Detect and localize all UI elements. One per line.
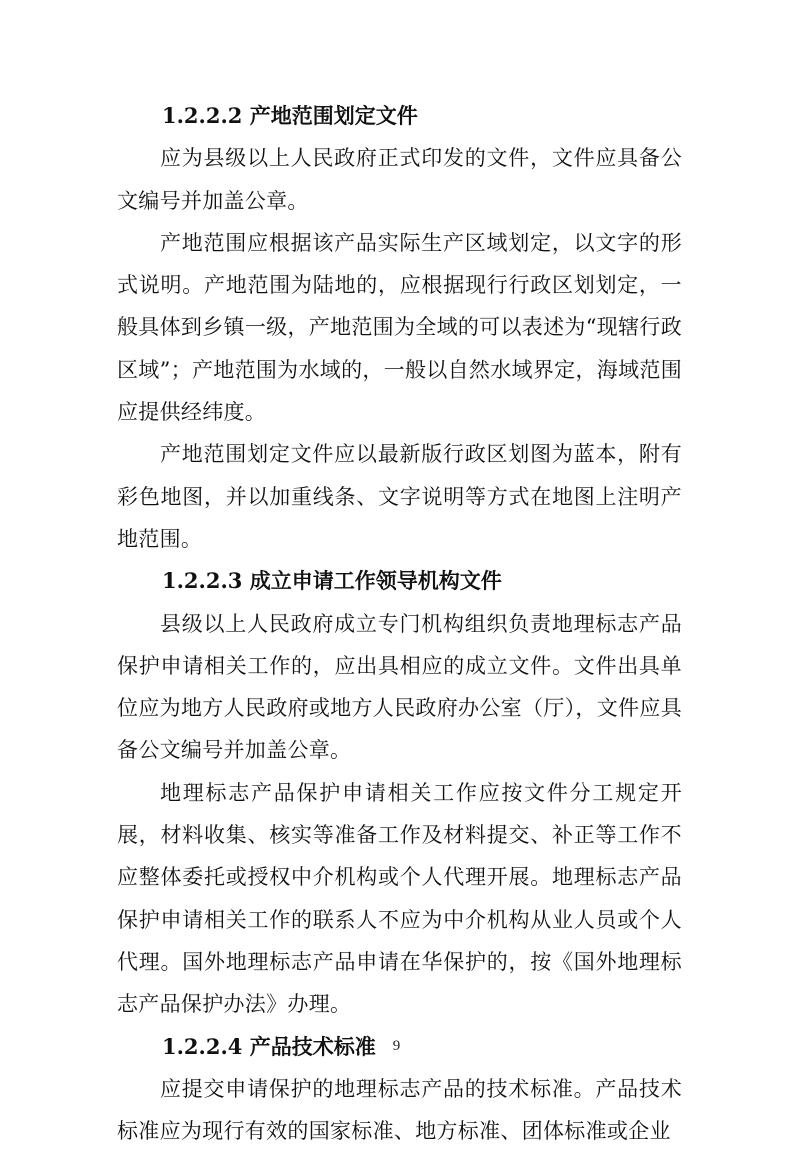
paragraph: 地理标志产品保护申请相关工作应按文件分工规定开展，材料收集、核实等准备工作及材料提交、补正等工作不应整体委托或授权中介机构或个人代理开展。地理标志产品保护申请相关工作的联系人不应为中介机构从业人员或个人代理。国外地理标志产品申请在华保护的，按《国外地理标志产品保护办法》办理。 bbox=[117, 780, 682, 1017]
section-heading: 1.2.2.3 成立申请工作领导机构文件 bbox=[162, 568, 502, 594]
paragraph: 应提交申请保护的地理标志产品的技术标准。产品技术标准应为现行有效的国家标准、地方标准、团体标准或企业 bbox=[117, 1076, 682, 1144]
document-body bbox=[117, 95, 682, 1152]
section-heading: 1.2.2.4 产品技术标准 bbox=[162, 1033, 376, 1059]
paragraph: 县级以上人民政府成立专门机构组织负责地理标志产品保护申请相关工作的，应出具相应的成立文件。文件出具单位应为地方人民政府或地方人民政府办公室（厅），文件应具备公文编号并加盖公章。 bbox=[117, 611, 682, 763]
section-heading: 1.2.2.2 产地范围划定文件 bbox=[162, 103, 418, 128]
paragraph: 产地范围应根据该产品实际生产区域划定，以文字的形式说明。产地范围为陆地的，应根据现行行政区划划定，一般具体到乡镇一级，产地范围为全域的可以表述为“现辖行政区域”；产地范围为水域的，一般以自然水域界定，海域范围应提供经纬度。 bbox=[117, 230, 682, 425]
section-1-2-2-2 bbox=[117, 95, 682, 560]
paragraph: 产地范围划定文件应以最新版行政区划图为蓝本，附有彩色地图，并以加重线条、文字说明等方式在地图上注明产地范围。 bbox=[117, 442, 682, 551]
paragraph: 应为县级以上人民政府正式印发的文件，文件应具备公文编号并加盖公章。 bbox=[117, 146, 682, 213]
page-number: 9 bbox=[392, 1038, 401, 1054]
section-1-2-2-3 bbox=[117, 560, 682, 1025]
